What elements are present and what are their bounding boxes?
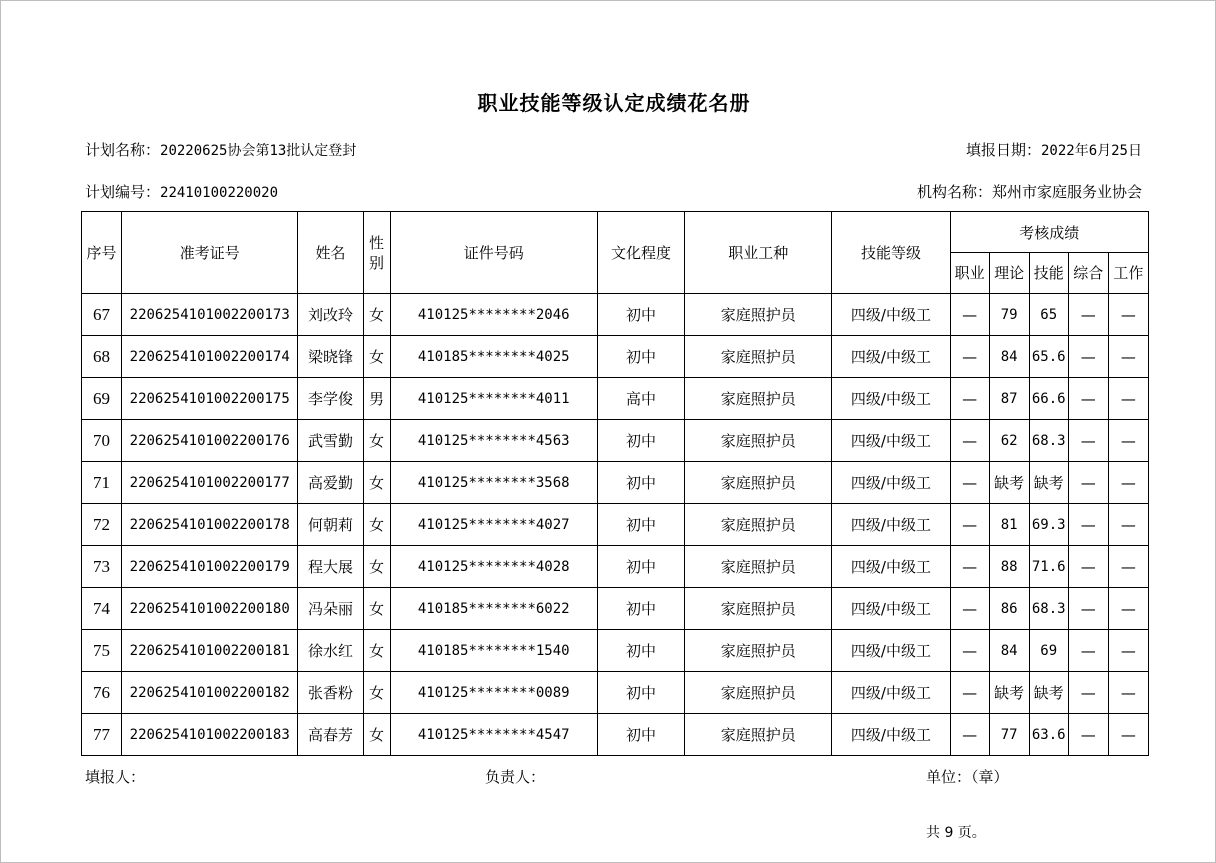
cell-score-comp: —	[1068, 714, 1108, 756]
table-row	[82, 420, 1149, 462]
cell-score-theory: 缺考	[989, 462, 1029, 504]
cell-seq: 76	[82, 672, 122, 714]
cell-seq: 69	[82, 378, 122, 420]
cell-score-job: —	[950, 462, 989, 504]
footer-page-count: 共 9 页。	[926, 825, 986, 841]
cell-score-work: —	[1108, 378, 1148, 420]
cell-score-job: —	[950, 294, 989, 336]
cell-occupation: 家庭照护员	[685, 588, 832, 630]
cell-level: 四级/中级工	[832, 630, 950, 672]
cell-name: 冯朵丽	[298, 588, 363, 630]
cell-education: 初中	[597, 336, 684, 378]
cell-score-work: —	[1108, 588, 1148, 630]
cell-score-comp: —	[1068, 294, 1108, 336]
table-row	[82, 714, 1149, 756]
plan-name-label: 计划名称：	[85, 141, 161, 159]
cell-gender: 女	[363, 294, 390, 336]
table-row	[82, 336, 1149, 378]
cell-gender: 女	[363, 462, 390, 504]
cell-score-theory: 88	[989, 546, 1029, 588]
header-score-comp: 综合	[1068, 253, 1108, 294]
cell-name: 武雪勤	[298, 420, 363, 462]
cell-level: 四级/中级工	[832, 546, 950, 588]
table-row	[82, 294, 1149, 336]
header-score-theory: 理论	[989, 253, 1029, 294]
fill-date-value: 2022年6月25日	[1040, 143, 1142, 159]
cell-score-work: —	[1108, 672, 1148, 714]
cell-score-work: —	[1108, 714, 1148, 756]
cell-score-theory: 84	[989, 630, 1029, 672]
cell-education: 初中	[597, 672, 684, 714]
cell-id-no: 410125********4028	[390, 546, 597, 588]
table-row	[82, 378, 1149, 420]
table-row	[82, 672, 1149, 714]
cell-education: 初中	[597, 504, 684, 546]
cell-score-skill: 63.6	[1029, 714, 1068, 756]
score-table	[81, 211, 1149, 756]
cell-score-job: —	[950, 504, 989, 546]
cell-exam-no: 2206254101002200181	[122, 630, 298, 672]
cell-score-theory: 79	[989, 294, 1029, 336]
header-education: 文化程度	[597, 212, 684, 294]
header-level: 技能等级	[832, 212, 950, 294]
cell-exam-no: 2206254101002200175	[122, 378, 298, 420]
table-row	[82, 588, 1149, 630]
header-occupation: 职业工种	[685, 212, 832, 294]
cell-score-job: —	[950, 420, 989, 462]
cell-education: 初中	[597, 420, 684, 462]
cell-score-work: —	[1108, 420, 1148, 462]
footer-responsible: 负责人：	[485, 768, 546, 786]
cell-exam-no: 2206254101002200179	[122, 546, 298, 588]
cell-score-job: —	[950, 378, 989, 420]
cell-level: 四级/中级工	[832, 336, 950, 378]
cell-education: 初中	[597, 462, 684, 504]
cell-level: 四级/中级工	[832, 378, 950, 420]
org-name-value: 郑州市家庭服务业协会	[991, 183, 1142, 201]
cell-score-comp: —	[1068, 420, 1108, 462]
cell-score-skill: 65	[1029, 294, 1068, 336]
header-seq: 序号	[82, 212, 122, 294]
cell-education: 初中	[597, 588, 684, 630]
cell-seq: 68	[82, 336, 122, 378]
cell-occupation: 家庭照护员	[685, 462, 832, 504]
cell-score-comp: —	[1068, 588, 1108, 630]
cell-id-no: 410125********3568	[390, 462, 597, 504]
cell-id-no: 410185********4025	[390, 336, 597, 378]
table-row	[82, 630, 1149, 672]
org-name	[917, 181, 1142, 202]
cell-score-theory: 87	[989, 378, 1029, 420]
cell-score-skill: 69.3	[1029, 504, 1068, 546]
cell-score-job: —	[950, 336, 989, 378]
cell-score-job: —	[950, 588, 989, 630]
cell-score-comp: —	[1068, 546, 1108, 588]
cell-occupation: 家庭照护员	[685, 336, 832, 378]
fill-date-label: 填报日期：	[965, 141, 1041, 159]
cell-score-comp: —	[1068, 336, 1108, 378]
fill-date	[966, 139, 1142, 160]
cell-score-skill: 68.3	[1029, 588, 1068, 630]
plan-number	[85, 181, 278, 202]
cell-id-no: 410125********0089	[390, 672, 597, 714]
cell-exam-no: 2206254101002200174	[122, 336, 298, 378]
cell-education: 初中	[597, 294, 684, 336]
cell-score-comp: —	[1068, 630, 1108, 672]
cell-education: 高中	[597, 378, 684, 420]
cell-id-no: 410125********4027	[390, 504, 597, 546]
table-row	[82, 546, 1149, 588]
cell-gender: 女	[363, 336, 390, 378]
cell-name: 何朝莉	[298, 504, 363, 546]
cell-gender: 女	[363, 546, 390, 588]
cell-occupation: 家庭照护员	[685, 630, 832, 672]
cell-level: 四级/中级工	[832, 672, 950, 714]
cell-exam-no: 2206254101002200180	[122, 588, 298, 630]
cell-score-work: —	[1108, 294, 1148, 336]
cell-score-work: —	[1108, 504, 1148, 546]
cell-level: 四级/中级工	[832, 504, 950, 546]
cell-id-no: 410185********1540	[390, 630, 597, 672]
cell-score-comp: —	[1068, 672, 1108, 714]
cell-seq: 67	[82, 294, 122, 336]
plan-number-label: 计划编号：	[85, 183, 161, 201]
cell-exam-no: 2206254101002200183	[122, 714, 298, 756]
cell-score-skill: 缺考	[1029, 672, 1068, 714]
header-gender: 性别	[363, 212, 390, 294]
cell-gender: 女	[363, 420, 390, 462]
cell-occupation: 家庭照护员	[685, 714, 832, 756]
footer-unit: 单位：（章）	[926, 768, 1009, 786]
cell-gender: 女	[363, 504, 390, 546]
header-score-job: 职业	[950, 253, 989, 294]
table-row	[82, 462, 1149, 504]
cell-name: 刘改玲	[298, 294, 363, 336]
cell-occupation: 家庭照护员	[685, 546, 832, 588]
cell-occupation: 家庭照护员	[685, 504, 832, 546]
cell-score-skill: 缺考	[1029, 462, 1068, 504]
cell-name: 程大展	[298, 546, 363, 588]
cell-exam-no: 2206254101002200177	[122, 462, 298, 504]
cell-score-work: —	[1108, 336, 1148, 378]
cell-score-skill: 65.6	[1029, 336, 1068, 378]
cell-id-no: 410185********6022	[390, 588, 597, 630]
cell-score-job: —	[950, 672, 989, 714]
cell-score-job: —	[950, 714, 989, 756]
cell-seq: 75	[82, 630, 122, 672]
cell-score-job: —	[950, 630, 989, 672]
cell-id-no: 410125********4563	[390, 420, 597, 462]
cell-exam-no: 2206254101002200178	[122, 504, 298, 546]
cell-name: 高爱勤	[298, 462, 363, 504]
cell-score-skill: 68.3	[1029, 420, 1068, 462]
cell-score-theory: 86	[989, 588, 1029, 630]
footer-filler: 填报人：	[85, 768, 146, 786]
cell-score-work: —	[1108, 630, 1148, 672]
cell-seq: 70	[82, 420, 122, 462]
cell-score-theory: 62	[989, 420, 1029, 462]
cell-score-work: —	[1108, 546, 1148, 588]
cell-name: 高春芳	[298, 714, 363, 756]
org-name-label: 机构名称：	[916, 183, 992, 201]
plan-name-value: 20220625协会第13批认定登封	[160, 143, 357, 159]
cell-education: 初中	[597, 630, 684, 672]
header-score-group: 考核成绩	[950, 212, 1148, 253]
cell-level: 四级/中级工	[832, 294, 950, 336]
cell-seq: 77	[82, 714, 122, 756]
table-body	[82, 294, 1149, 756]
cell-exam-no: 2206254101002200176	[122, 420, 298, 462]
cell-score-comp: —	[1068, 378, 1108, 420]
cell-id-no: 410125********2046	[390, 294, 597, 336]
header-score-skill: 技能	[1029, 253, 1068, 294]
cell-occupation: 家庭照护员	[685, 672, 832, 714]
cell-score-skill: 66.6	[1029, 378, 1068, 420]
cell-score-theory: 缺考	[989, 672, 1029, 714]
cell-education: 初中	[597, 714, 684, 756]
plan-number-value: 22410100220020	[160, 185, 279, 201]
cell-score-job: —	[950, 546, 989, 588]
cell-level: 四级/中级工	[832, 420, 950, 462]
cell-gender: 女	[363, 630, 390, 672]
cell-exam-no: 2206254101002200182	[122, 672, 298, 714]
cell-gender: 女	[363, 672, 390, 714]
cell-score-skill: 71.6	[1029, 546, 1068, 588]
document-title: 职业技能等级认定成绩花名册	[477, 91, 751, 115]
cell-score-theory: 81	[989, 504, 1029, 546]
cell-name: 张香粉	[298, 672, 363, 714]
cell-score-theory: 77	[989, 714, 1029, 756]
cell-occupation: 家庭照护员	[685, 420, 832, 462]
cell-gender: 男	[363, 378, 390, 420]
cell-score-theory: 84	[989, 336, 1029, 378]
cell-score-comp: —	[1068, 462, 1108, 504]
header-exam-no: 准考证号	[122, 212, 298, 294]
table-row	[82, 504, 1149, 546]
cell-exam-no: 2206254101002200173	[122, 294, 298, 336]
cell-occupation: 家庭照护员	[685, 294, 832, 336]
header-name: 姓名	[298, 212, 363, 294]
cell-level: 四级/中级工	[832, 714, 950, 756]
cell-name: 李学俊	[298, 378, 363, 420]
cell-gender: 女	[363, 588, 390, 630]
cell-name: 徐水红	[298, 630, 363, 672]
cell-education: 初中	[597, 546, 684, 588]
cell-occupation: 家庭照护员	[685, 378, 832, 420]
cell-level: 四级/中级工	[832, 462, 950, 504]
cell-score-comp: —	[1068, 504, 1108, 546]
cell-seq: 73	[82, 546, 122, 588]
header-id-no: 证件号码	[390, 212, 597, 294]
cell-id-no: 410125********4011	[390, 378, 597, 420]
cell-score-work: —	[1108, 462, 1148, 504]
cell-level: 四级/中级工	[832, 588, 950, 630]
header-score-work: 工作	[1108, 253, 1148, 294]
cell-seq: 74	[82, 588, 122, 630]
cell-seq: 71	[82, 462, 122, 504]
cell-gender: 女	[363, 714, 390, 756]
plan-name	[85, 139, 356, 160]
cell-id-no: 410125********4547	[390, 714, 597, 756]
cell-score-skill: 69	[1029, 630, 1068, 672]
cell-seq: 72	[82, 504, 122, 546]
cell-name: 梁晓锋	[298, 336, 363, 378]
